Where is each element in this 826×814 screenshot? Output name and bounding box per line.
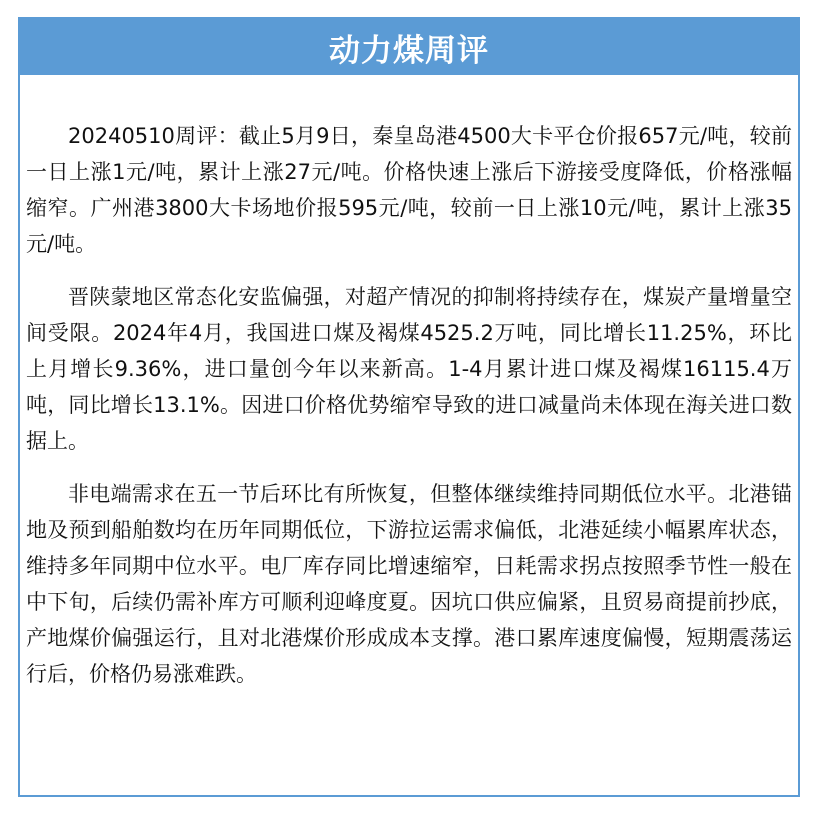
paragraph-price-review: 20240510周评：截止5月9日，秦皇岛港4500大卡平仓价报657元/吨，较前一日上涨1元/吨，累计上涨27元/吨。价格快速上涨后下游接受度降低，价格涨幅缩窄。广州港3800大卡场地价报595元/吨，较前一日上涨10元/吨，累计上涨35元/吨。 bbox=[26, 124, 792, 256]
commentary-card bbox=[18, 17, 800, 797]
paragraph-demand-outlook: 非电端需求在五一节后环比有所恢复，但整体继续维持同期低位水平。北港锚地及预到船舶数均在历年同期低位，下游拉运需求偏低，北港延续小幅累库状态，维持多年同期中位水平。电厂库存同比增速缩窄，日耗需求拐点按照季节性一般在中下旬，后续仍需补库方可顺利迎峰度夏。因坑口供应偏紧，且贸易商提前抄底，产地煤价偏强运行，且对北港煤价形成成本支撑。港口累库速度偏慢，短期震荡运行后，价格仍易涨难跌。 bbox=[26, 482, 792, 686]
page-title: 动力煤周评 bbox=[329, 32, 489, 69]
article-body bbox=[26, 118, 792, 709]
header-bar bbox=[20, 19, 798, 75]
paragraph-supply-imports: 晋陕蒙地区常态化安监偏强，对超产情况的抑制将持续存在，煤炭产量增量空间受限。2024年4月，我国进口煤及褐煤4525.2万吨，同比增长11.25%，环比上月增长9.36%，进口量创今年以来新高。1-4月累计进口煤及褐煤16115.4万吨，同比增长13.1%。因进口价格优势缩窄导致的进口减量尚未体现在海关进口数据上。 bbox=[26, 285, 792, 453]
